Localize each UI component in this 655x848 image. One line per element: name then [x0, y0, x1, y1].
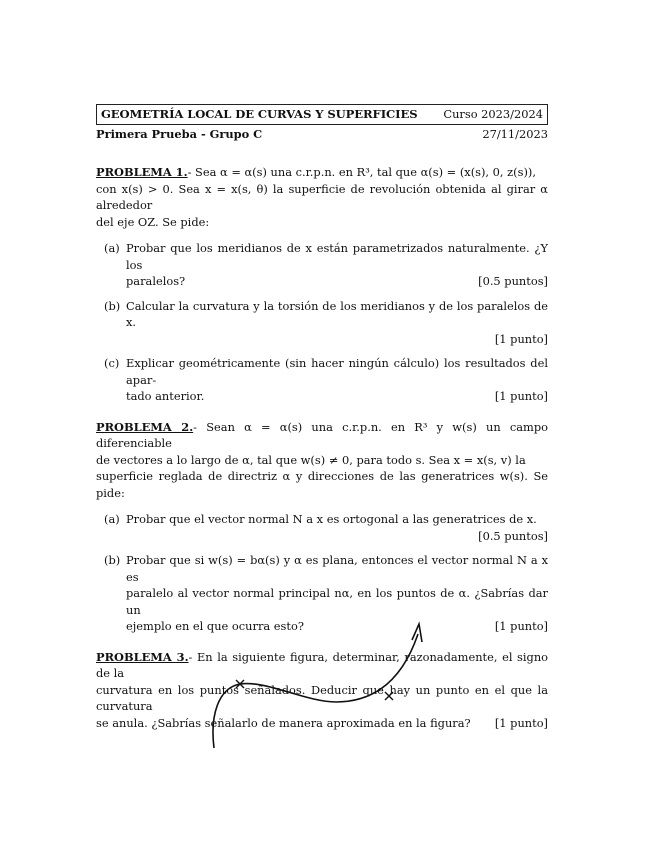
problem-1-line-3: del eje OZ. Se pide:: [96, 214, 210, 229]
item-text: Probar que los meridianos de x están parametrizados naturalmente. ¿Y los: [126, 241, 548, 272]
title-box: [96, 104, 548, 125]
problem-2-item-a: [96, 511, 548, 544]
item-points: [0.5 puntos]: [478, 528, 548, 543]
problem-1-item-a: [96, 240, 548, 290]
item-points: [1 punto]: [494, 619, 548, 633]
problem-3-line-2: curvatura en los puntos señalados. Deducir que hay un punto en el que la curvatura: [96, 682, 548, 713]
problem-2-line-2: de vectores a lo largo de α, tal que w(s) ≠ 0, para todo s. Sea x = x(s, v) la: [96, 452, 526, 467]
item-label: (b): [104, 553, 121, 567]
problem-1-line-2: con x(s) > 0. Sea x = x(s, θ) la superficie de revolución obtenida al girar α alrededor: [96, 181, 548, 212]
problem-2-heading: PROBLEMA 2.: [96, 419, 194, 434]
course-year: Curso 2023/2024: [443, 107, 543, 121]
item-text: Probar que si w(s) = bα(s) y α es plana, entonces el vector normal N a x es: [126, 553, 548, 584]
item-text: paralelo al vector normal principal nα, en los puntos de α. ¿Sabrías dar un: [126, 586, 548, 617]
problem-3-points: [1 punto]: [494, 715, 548, 730]
problem-2: [96, 419, 548, 635]
exam-date: 27/11/2023: [482, 126, 548, 141]
item-points: [1 punto]: [494, 389, 548, 403]
course-title: GEOMETRÍA LOCAL DE CURVAS Y SUPERFICIES: [101, 107, 418, 121]
subtitle-row: [96, 126, 548, 143]
problem-1-heading: PROBLEMA 1.: [96, 165, 188, 179]
item-text: Calcular la curvatura y la torsión de los meridianos y de los paralelos de x.: [126, 298, 548, 329]
curve-figure: [196, 606, 436, 756]
problem-3-line-3: se anula. ¿Sabrías señalarlo de manera aproximada en la figura?: [96, 715, 471, 730]
problem-1: [96, 164, 548, 405]
item-text: Probar que el vector normal N a x es ortogonal a las generatrices de x.: [126, 512, 537, 526]
problem-1-line-1: - Sea α = α(s) una c.r.p.n. en R³, tal que α(s) = (x(s), 0, z(s)),: [187, 165, 536, 179]
item-label: (b): [104, 298, 121, 313]
plane-curve: [213, 634, 418, 748]
problem-2-line-1: - Sean α = α(s) una c.r.p.n. en R³ y w(s) un campo diferenciable: [96, 419, 548, 450]
item-label: (a): [104, 241, 120, 255]
item-text: Explicar geométricamente (sin hacer ningún cálculo) los resultados del apar-: [126, 356, 548, 387]
marked-point-2: [385, 692, 393, 700]
item-label: (a): [104, 512, 120, 526]
curve-arrow-head: [412, 624, 422, 642]
problem-3-heading: PROBLEMA 3.: [96, 649, 189, 664]
item-label: (c): [104, 356, 120, 370]
problem-1-item-b: [96, 298, 548, 348]
item-points: [0.5 puntos]: [478, 274, 548, 288]
exam-group: Primera Prueba - Grupo C: [96, 126, 263, 141]
item-text: ejemplo en el que ocurra esto?: [126, 619, 304, 633]
problem-2-line-3: superficie reglada de directriz α y direcciones de las generatrices w(s). Se pide:: [96, 469, 548, 500]
problem-3-line-1: - En la siguiente figura, determinar, razonadamente, el signo de la: [96, 649, 549, 680]
item-points: [1 punto]: [494, 331, 548, 346]
item-text: tado anterior.: [126, 389, 205, 403]
item-text: paralelos?: [126, 274, 186, 288]
problem-1-item-c: [96, 355, 548, 405]
